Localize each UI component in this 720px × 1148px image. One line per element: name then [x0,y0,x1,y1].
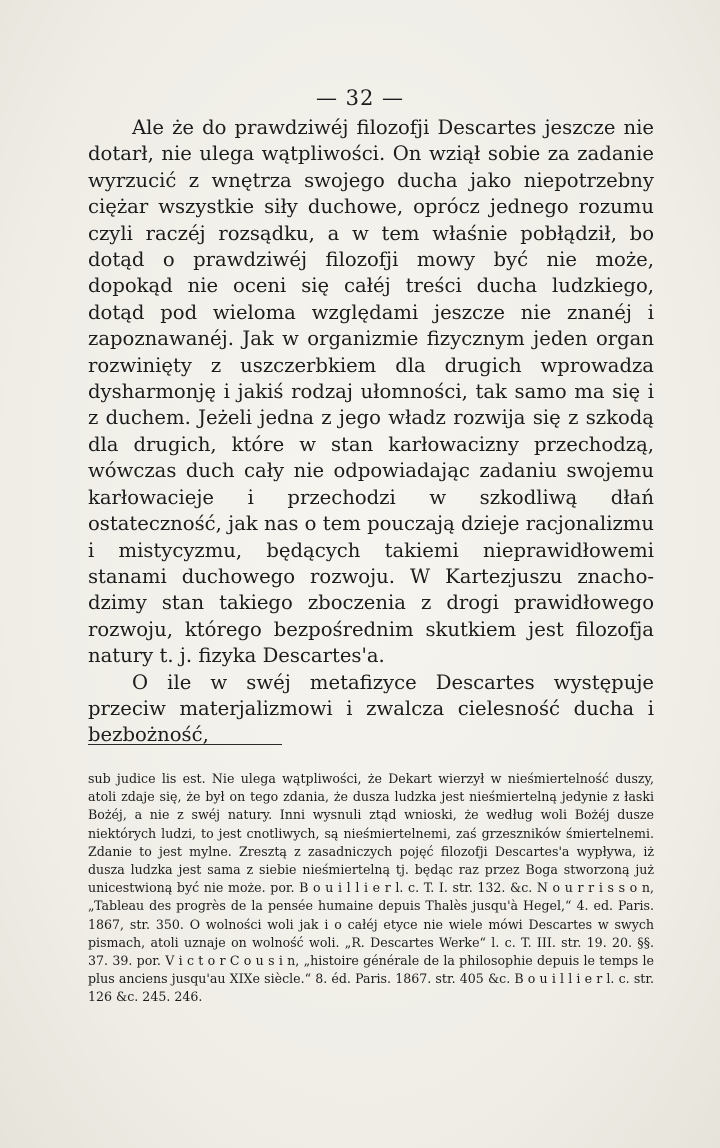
paragraph-1: Ale że do prawdziwéj filozofji Descartes jeszcze nie dotarł, nie ulega wątpliwości. On wziął sobie za zadanie wyrzucić z wnętrza swojego ducha jako niepotrzebny ciężar wszystkie siły duchowe, oprócz jednego rozumu czyli raczéj rozsądku, a w tem właśnie pobłądził, bo dotąd o prawdziwéj filozofji mowy być nie może, dopokąd nie oceni się całéj treści ducha ludzkiego, dotąd pod wieloma względami jeszcze nie znanéj i zapoznawanéj. Jak w organizmie fizycznym jeden organ rozwinięty z uszczerbkiem dla drugich wprowadza dysharmonję i jakiś rodzaj ułomności, tak samo ma się i z duchem. Jeżeli jedna z jego władz rozwija się z szkodą dla drugich, które w stan karłowacizny przechodzą, wówczas duch cały nie odpowiadając zadaniu swojemu karłowacieje i przechodzi w szkodliwą dłań ostateczność, jak nas o tem pouczają dzieje racjonalizmu i mistycyzmu, będących takiemi nieprawidłowemi stanami duchowego rozwoju. W Kartezjuszu znachodzimy stan takiego zboczenia z drogi prawidłowego rozwoju, którego bezpośrednim skutkiem jest filozofja natury t. j. fizyka Descartes'a. [88,116,654,668]
footnote-separator [88,744,282,745]
page-number: — 32 — [315,86,405,110]
footnote: sub judice lis est. Nie ulega wątpliwości, że Dekart wierzył w nieśmiertelność duszy, atoli zdaje się, że był on tego zdania, że dusza ludzka jest nieśmiertelną jedynie z łaski Bożéj, a nie z swéj natury. Inni wysnuli ztąd wnioski, że według woli Bożéj dusze niektórych ludzi, to jest cnotliwych, są nieśmiertelnemi, zaś grzeszników śmiertelnemi. Zdanie to jest mylne. Zresztą z zasadniczych pojęć filozofji Descartes'a wypływa, iż dusza ludzka jest sama z siebie nieśmiertelną tj. będąc raz przez Boga stworzoną już unicestwioną być nie może. por. B o u i l l i e r l. c. T. I. str. 132. &c. N o u r r i s s o n, „Tableau des progrès de la pensée humaine depuis Thalès jusqu'à Hegel,“ 4. ed. Paris. 1867, str. 350. O wolności woli jak i o całéj etyce nie wiele mówi Descartes w swych pismach, atoli uznaje on wolność woli. „R. Descartes Werke“ l. c. T. III. str. 19. 20. §§. 37. 39. por. V i c t o r C o u s i n, „histoire générale de la philosophie depuis le temps le plus anciens jusqu'au XIXe siècle.“ 8. éd. Paris. 1867. str. 405 &c. B o u i l l i e r l. c. str. 126 &c. 245. 246. [88,771,654,1005]
main-text [88,115,654,749]
paragraph-2: O ile w swéj metafizyce Descartes występuje przeciw materjalizmowi i zwalcza cielesność ducha i bezbożność, [88,670,654,747]
